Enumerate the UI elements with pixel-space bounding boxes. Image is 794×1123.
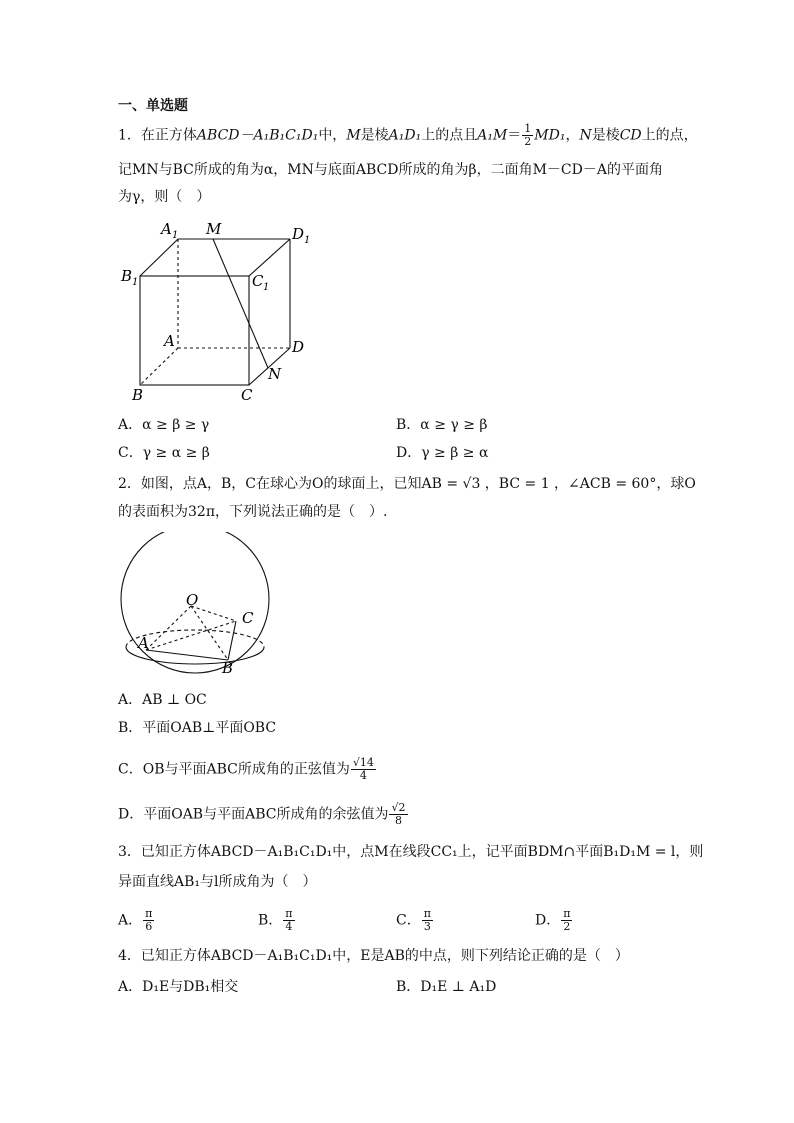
- label-C: C: [242, 609, 254, 627]
- label-A1: A: [161, 220, 172, 238]
- label-B1-sub: 1: [132, 277, 139, 288]
- cube-figure: [118, 212, 318, 408]
- q1-line-1: 1．在正方体ABCD－A₁B₁C₁D₁中，M是棱A₁D₁上的点且A₁M＝ $\frac{1}{2}$ MD₁，N是棱CD上的点，: [118, 122, 698, 148]
- label-B: B: [132, 386, 144, 404]
- q3-option-a: A． $\frac{\pi}{6}$: [118, 907, 153, 933]
- q1-option-a: A．α ≥ β ≥ γ: [118, 417, 210, 433]
- q2-option-d: D．平面OAB与平面ABC所成角的余弦值为 $\frac{√2}{8}$: [118, 801, 406, 827]
- label-D1: D: [292, 225, 305, 243]
- fraction-sqrt2-over-8: $\frac{√2}{8}$: [391, 801, 406, 827]
- q3-option-d: D． $\frac{\pi}{2}$: [535, 907, 571, 933]
- q3-option-c: C． $\frac{\pi}{3}$: [396, 907, 431, 933]
- label-B1: B: [121, 267, 133, 285]
- label-M: M: [206, 220, 222, 238]
- q1-option-d: D．γ ≥ β ≥ α: [396, 445, 489, 461]
- q3-line-1: 3．已知正方体ABCD－A₁B₁C₁D₁中，点M在线段CC₁上，记平面BDM∩平面B₁D₁M = l，则: [118, 844, 704, 860]
- label-C1: C: [252, 272, 264, 290]
- q2-option-a: A．AB ⊥ OC: [118, 692, 207, 708]
- q2-option-b: B．平面OAB⊥平面OBC: [118, 720, 277, 736]
- q2-line-2: 的表面积为32π，下列说法正确的是（ ）.: [118, 504, 388, 520]
- q1-option-b: B．α ≥ γ ≥ β: [396, 417, 488, 433]
- fraction-sqrt14-over-4: $\frac{√14}{4}$: [352, 756, 374, 782]
- q3-line-2: 异面直线AB₁与l所成角为（ ）: [118, 874, 317, 890]
- label-D1-sub: 1: [304, 235, 311, 246]
- fraction-one-half: $\frac{1}{2}$: [524, 122, 532, 148]
- label-O: O: [186, 591, 199, 609]
- label-A: A: [138, 634, 149, 652]
- q3-option-b: B． $\frac{\pi}{4}$: [258, 907, 293, 933]
- q2-line-1: 2．如图，点A，B，C在球心为O的球面上，已知AB = √3 ，BC = 1 ，∠ACB = 60°，球O: [118, 476, 696, 492]
- label-D: D: [292, 338, 305, 356]
- q4-option-a: A．D₁E与DB₁相交: [118, 979, 239, 995]
- q1-option-c: C．γ ≥ α ≥ β: [118, 445, 210, 461]
- q2-option-c: C．OB与平面ABC所成角的正弦值为 $\frac{√14}{4}$: [118, 756, 374, 782]
- q1-line-3: 为γ，则（ ）: [118, 189, 211, 205]
- label-A: A: [164, 332, 175, 350]
- label-C1-sub: 1: [263, 282, 270, 293]
- label-N: N: [268, 365, 282, 383]
- sphere-figure: [118, 532, 278, 682]
- q4-line-1: 4．已知正方体ABCD－A₁B₁C₁D₁中，E是AB的中点，则下列结论正确的是（ ）: [118, 948, 629, 964]
- section-title: 一、单选题: [118, 98, 188, 114]
- label-C: C: [241, 386, 253, 404]
- q1-line-2: 记MN与BC所成的角为α，MN与底面ABCD所成的角为β，二面角M－CD－A的平面角: [118, 162, 663, 178]
- q4-option-b: B．D₁E ⊥ A₁D: [396, 979, 497, 995]
- label-B: B: [222, 659, 234, 677]
- label-A1-sub: 1: [172, 230, 179, 241]
